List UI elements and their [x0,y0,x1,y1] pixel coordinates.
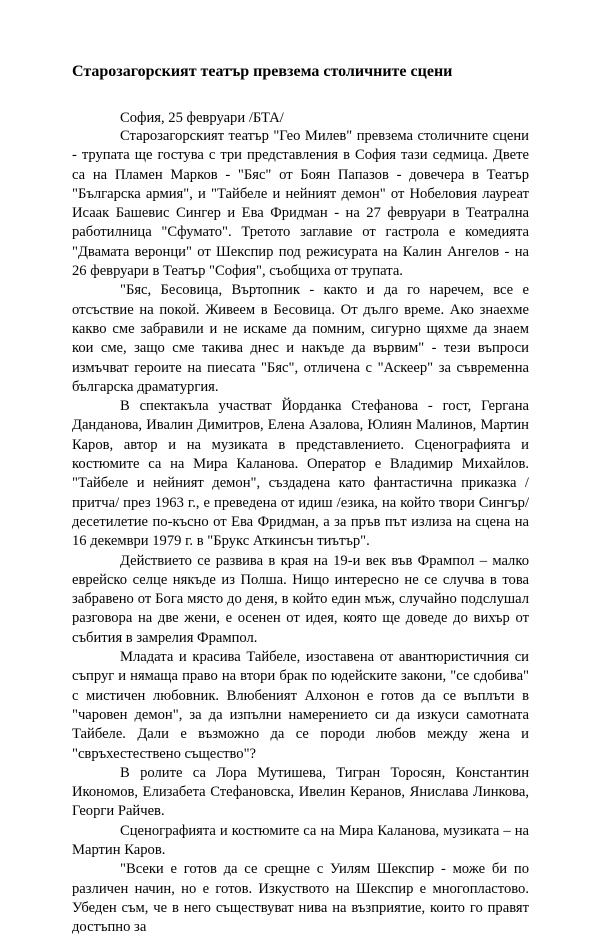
paragraph-6: В ролите са Лора Мутишева, Тигран Торосян, Константин Икономов, Елизабета Стефановска, Ивелин Керанов, Янислава Линкова, Георги Райчев. [72,764,529,820]
dateline: София, 25 февруари /БТА/ [120,110,284,126]
article-body [72,127,529,937]
paragraph-1: Старозагорският театър "Гео Милев" превзема столичните сцени - трупата ще гостува с три представления в София тази седмица. Двете са на Пламен Марков - "Бяс" от Боян Папазов - довечера в Театър "Българска армия", и "Тайбеле и нейният демон" от Нобеловия лауреат Исаак Башевис Сингер и Ева Фридман - на 27 февруари в Театрална работилница "Сфумато". Третото заглавие от гастрола е комедията "Двамата веронци" от Шекспир под режисурата на Калин Ангелов - на 26 февруари в Театър "София", съобщиха от трупата. [72,128,529,280]
paragraph-2: "Бяс, Бесовица, Въртопник - както и да го наречем, все е отсъствие на покой. Живеем в Бесовица. От дълго време. Ако знаехме какво сме забравили и не искаме да помним, сигурно щяхме да знаем кои сме, защо сме такива днес и накъде да вървим" - тези въпроси измъчват героите на пиесата "Бяс", отличена с "Аскеер" за съвременна българска драматургия. [72,282,529,395]
paragraph-7: Сценографията и костюмите са на Мира Каланова, музиката – на Мартин Каров. [72,822,529,858]
article-title: Старозагорският театър превзема столичните сцени [72,63,453,80]
paragraph-8: "Всеки е готов да се срещне с Уилям Шекспир - може би по различен начин, но е готов. Изкуството на Шекспир е многопластово. Убеден съм, че в него съществуват нива на възприятие, които го правят достъпно за [72,861,529,936]
paragraph-5: Младата и красива Тайбеле, изоставена от авантюристичния си съпруг и нямаща право на втори брак по юдейските закони, "се сдобива" с мистичен любовник. Влюбеният Алхонон е готов да се въплъти в "чаровен демон", за да изпълни намерението си да изкуси самотната Тайбеле. Дали е възможно да се породи любов между жена и "свръхестествено същество"? [72,649,529,762]
paragraph-4: Действието се развива в края на 19-и век във Фрампол – малко еврейско селце някъде из Полша. Нищо интересно не се случва в това забравено от Бога място до деня, в който един мъж, случайно подслушал разговора на две жени, е осенен от идея, която ще доведе до вихър от събития в замрелия Фрампол. [72,552,529,646]
paragraph-3: В спектакъла участват Йорданка Стефанова - гост, Гергана Данданова, Ивалин Димитров, Елена Азалова, Юлиян Малинов, Мартин Каров, автор и на музиката в представлението. Сценографията и костюмите са на Мира Каланова. Оператор е Владимир Михайлов. "Тайбеле и нейният демон", създадена като фантастична приказка /притча/ през 1963 г., е преведена от идиш /езика, на който твори Сингър/ десетилетие по-късно от Ева Фридман, а за пръв път излиза на сцена на 16 декември 1979 г. в "Брукс Аткинсън тиътър". [72,398,529,550]
